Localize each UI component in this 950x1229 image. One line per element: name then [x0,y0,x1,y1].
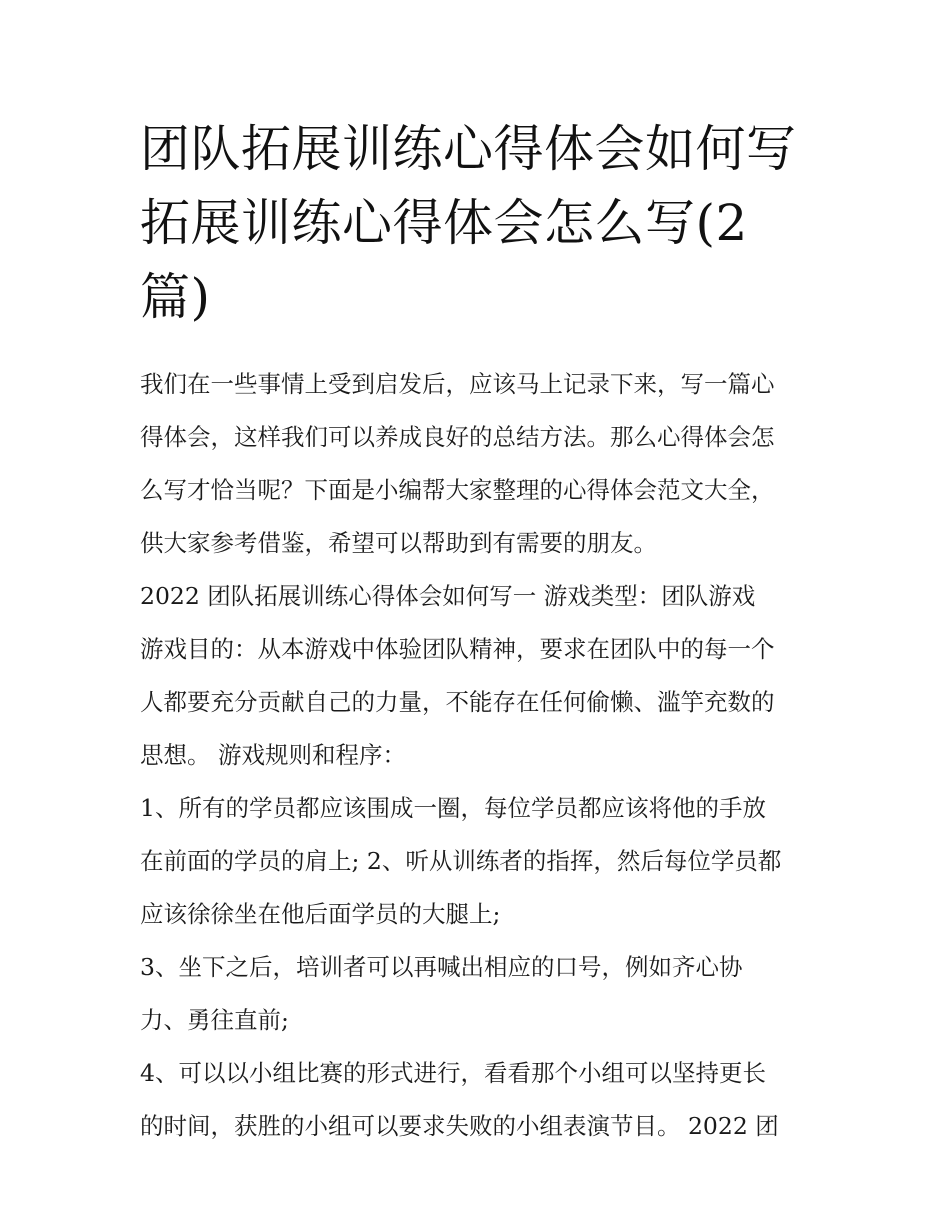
rule-item-line: 应该徐徐坐在他后面学员的大腿上; [140,900,501,928]
document-body [140,358,820,1153]
title-line: 拓展训练心得体会怎么写(2 [140,194,748,252]
intro-line: 供大家参考借鉴，希望可以帮助到有需要的朋友。 [140,529,657,557]
paragraph-line: 人都要充分贡献自己的力量，不能存在任何偷懒、滥竽充数的 [140,688,775,716]
title-line: 团队拓展训练心得体会如何写 [140,120,797,178]
section-heading-line: 2022 团队拓展训练心得体会如何写一 游戏类型：团队游戏 [140,582,756,610]
intro-line: 么写才恰当呢？下面是小编帮大家整理的心得体会范文大全， [140,476,775,504]
paragraph-line: 游戏目的：从本游戏中体验团队精神，要求在团队中的每一个 [140,635,775,663]
rule-item-line: 的时间，获胜的小组可以要求失败的小组表演节目。 2022 团 [140,1112,779,1140]
rule-item-line: 4、可以以小组比赛的形式进行，看看那个小组可以坚持更长 [140,1059,766,1087]
rule-item-line: 3、坐下之后，培训者可以再喊出相应的口号，例如齐心协 [140,953,743,981]
rule-item-line: 力、勇往直前; [140,1006,289,1034]
paragraph-line: 思想。 游戏规则和程序： [140,741,406,769]
document-title [140,112,820,334]
rule-item-line: 1、所有的学员都应该围成一圈，每位学员都应该将他的手放 [140,794,766,822]
document-page [140,112,820,1153]
intro-line: 我们在一些事情上受到启发后，应该马上记录下来，写一篇心 [140,370,775,398]
title-line: 篇) [140,268,211,326]
rule-item-line: 在前面的学员的肩上; 2、听从训练者的指挥，然后每位学员都 [140,847,782,875]
intro-line: 得体会，这样我们可以养成良好的总结方法。那么心得体会怎 [140,423,775,451]
